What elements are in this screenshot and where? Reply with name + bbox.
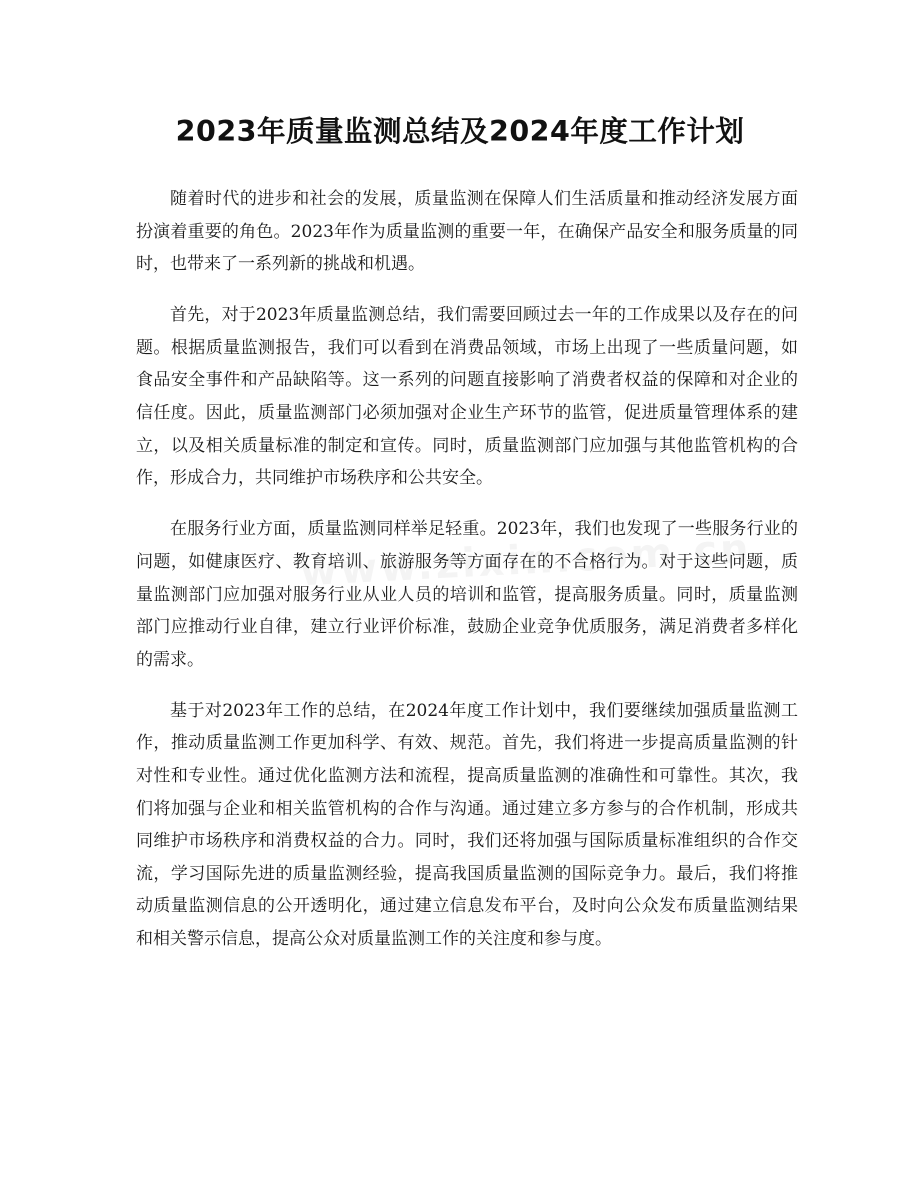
page-title: 2023年质量监测总结及2024年度工作计划: [175, 115, 745, 148]
paragraph-2023-summary: 首先，对于2023年质量监测总结，我们需要回顾过去一年的工作成果以及存在的问题。根据质量监测报告，我们可以看到在消费品领域，市场上出现了一些质量问题，如食品安全事件和产品缺陷等。这一系列的问题直接影响了消费者权益的保障和对企业的信任度。因此，质量监测部门必须加强对企业生产环节的监管，促进质量管理体系的建立，以及相关质量标准的制定和宣传。同时，质量监测部门应加强与其他监管机构的合作，形成合力，共同维护市场秩序和公共安全。: [136, 305, 798, 489]
paragraph-intro: 随着时代的进步和社会的发展，质量监测在保障人们生活质量和推动经济发展方面扮演着重要的角色。2023年作为质量监测的重要一年，在确保产品安全和服务质量的同时，也带来了一系列新的挑战和机遇。: [136, 189, 798, 275]
paragraph-service-industry: 在服务行业方面，质量监测同样举足轻重。2023年，我们也发现了一些服务行业的问题，如健康医疗、教育培训、旅游服务等方面存在的不合格行为。对于这些问题，质量监测部门应加强对服务行业从业人员的培训和监管，提高服务质量。同时，质量监测部门应推动行业自律，建立行业评价标准，鼓励企业竞争优质服务，满足消费者多样化的需求。: [136, 519, 798, 670]
document-body: [136, 183, 798, 974]
paragraph-2024-plan: 基于对2023年工作的总结，在2024年度工作计划中，我们要继续加强质量监测工作，推动质量监测工作更加科学、有效、规范。首先，我们将进一步提高质量监测的针对性和专业性。通过优化监测方法和流程，提高质量监测的准确性和可靠性。其次，我们将加强与企业和相关监管机构的合作与沟通。通过建立多方参与的合作机制，形成共同维护市场秩序和消费权益的合力。同时，我们还将加强与国际质量标准组织的合作交流，学习国际先进的质量监测经验，提高我国质量监测的国际竞争力。最后，我们将推动质量监测信息的公开透明化，通过建立信息发布平台，及时向公众发布质量监测结果和相关警示信息，提高公众对质量监测工作的关注度和参与度。: [136, 700, 798, 949]
